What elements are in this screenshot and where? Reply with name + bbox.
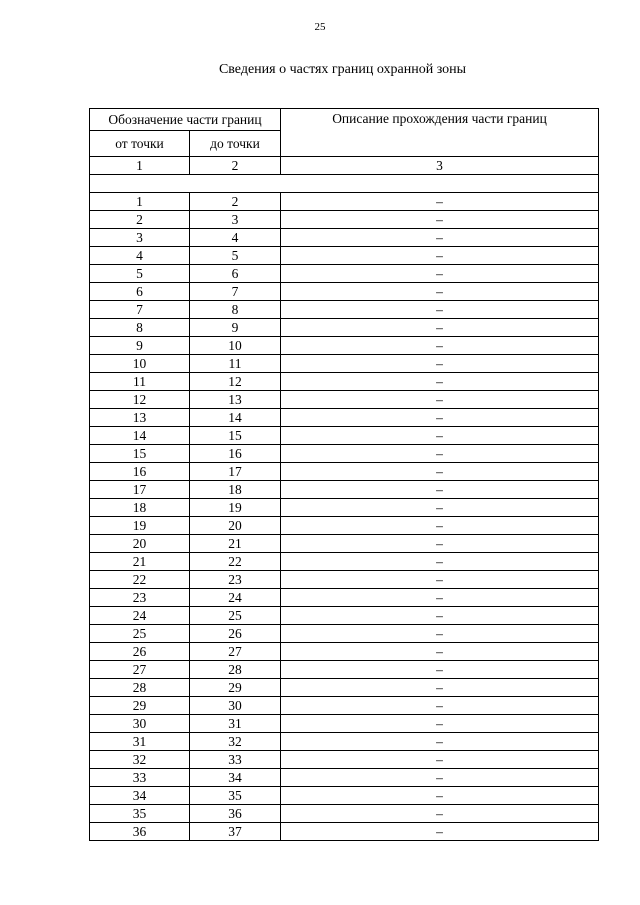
- from-point-cell: 30: [90, 715, 190, 733]
- from-point-cell: 36: [90, 823, 190, 841]
- table-row: [90, 535, 599, 553]
- to-point-cell: 10: [190, 337, 281, 355]
- table-row: [90, 787, 599, 805]
- table-row: [90, 283, 599, 301]
- description-cell: –: [281, 355, 599, 373]
- to-point-cell: 36: [190, 805, 281, 823]
- description-cell: –: [281, 481, 599, 499]
- column-number-row: [90, 157, 599, 175]
- table-row: [90, 247, 599, 265]
- description-cell: –: [281, 319, 599, 337]
- to-point-cell: 25: [190, 607, 281, 625]
- from-point-cell: 18: [90, 499, 190, 517]
- table-row: [90, 733, 599, 751]
- to-point-cell: 27: [190, 643, 281, 661]
- table-row: [90, 265, 599, 283]
- from-point-cell: 29: [90, 697, 190, 715]
- table-row: [90, 517, 599, 535]
- to-point-cell: 35: [190, 787, 281, 805]
- table-row: [90, 661, 599, 679]
- table-row: [90, 571, 599, 589]
- description-cell: –: [281, 553, 599, 571]
- to-point-cell: 7: [190, 283, 281, 301]
- from-point-cell: 15: [90, 445, 190, 463]
- to-point-cell: 18: [190, 481, 281, 499]
- blank-cell: [90, 175, 599, 193]
- from-point-cell: 22: [90, 571, 190, 589]
- from-point-cell: 13: [90, 409, 190, 427]
- table-row: [90, 751, 599, 769]
- to-point-cell: 33: [190, 751, 281, 769]
- table-row: [90, 499, 599, 517]
- from-point-cell: 27: [90, 661, 190, 679]
- column-number: 3: [281, 157, 599, 175]
- to-point-cell: 5: [190, 247, 281, 265]
- table-row: [90, 463, 599, 481]
- from-point-header: от точки: [90, 131, 190, 157]
- from-point-cell: 5: [90, 265, 190, 283]
- description-cell: –: [281, 517, 599, 535]
- from-point-cell: 8: [90, 319, 190, 337]
- description-cell: –: [281, 211, 599, 229]
- to-point-cell: 16: [190, 445, 281, 463]
- from-point-cell: 26: [90, 643, 190, 661]
- description-cell: –: [281, 445, 599, 463]
- table-row: [90, 643, 599, 661]
- to-point-cell: 21: [190, 535, 281, 553]
- description-cell: –: [281, 193, 599, 211]
- blank-separator-row: [90, 175, 599, 193]
- to-point-cell: 6: [190, 265, 281, 283]
- description-cell: –: [281, 535, 599, 553]
- table-header-row: [90, 109, 599, 131]
- table-row: [90, 229, 599, 247]
- description-cell: –: [281, 733, 599, 751]
- to-point-cell: 2: [190, 193, 281, 211]
- description-cell: –: [281, 769, 599, 787]
- from-point-cell: 24: [90, 607, 190, 625]
- description-cell: –: [281, 571, 599, 589]
- description-cell: –: [281, 373, 599, 391]
- table-row: [90, 319, 599, 337]
- from-point-cell: 1: [90, 193, 190, 211]
- from-point-cell: 28: [90, 679, 190, 697]
- from-point-cell: 20: [90, 535, 190, 553]
- description-cell: –: [281, 265, 599, 283]
- description-cell: –: [281, 463, 599, 481]
- from-point-cell: 19: [90, 517, 190, 535]
- description-cell: –: [281, 697, 599, 715]
- table-row: [90, 769, 599, 787]
- boundary-part-header: Обозначение части границ: [90, 109, 281, 131]
- description-cell: –: [281, 283, 599, 301]
- to-point-header: до точки: [190, 131, 281, 157]
- table-row: [90, 391, 599, 409]
- from-point-cell: 2: [90, 211, 190, 229]
- document-title: Сведения о частях границ охранной зоны: [218, 62, 467, 77]
- table-row: [90, 607, 599, 625]
- table-row: [90, 697, 599, 715]
- table-row: [90, 553, 599, 571]
- table-row: [90, 337, 599, 355]
- from-point-cell: 31: [90, 733, 190, 751]
- to-point-cell: 23: [190, 571, 281, 589]
- to-point-cell: 19: [190, 499, 281, 517]
- from-point-cell: 4: [90, 247, 190, 265]
- to-point-cell: 37: [190, 823, 281, 841]
- to-point-cell: 31: [190, 715, 281, 733]
- table-row: [90, 193, 599, 211]
- description-cell: –: [281, 427, 599, 445]
- description-header: Описание прохождения части границ: [281, 109, 599, 157]
- to-point-cell: 28: [190, 661, 281, 679]
- description-cell: –: [281, 805, 599, 823]
- description-cell: –: [281, 787, 599, 805]
- from-point-cell: 35: [90, 805, 190, 823]
- from-point-cell: 17: [90, 481, 190, 499]
- description-cell: –: [281, 751, 599, 769]
- from-point-cell: 10: [90, 355, 190, 373]
- column-number: 1: [90, 157, 190, 175]
- from-point-cell: 11: [90, 373, 190, 391]
- to-point-cell: 26: [190, 625, 281, 643]
- to-point-cell: 11: [190, 355, 281, 373]
- from-point-cell: 14: [90, 427, 190, 445]
- description-cell: –: [281, 625, 599, 643]
- description-cell: –: [281, 823, 599, 841]
- description-cell: –: [281, 715, 599, 733]
- column-number: 2: [190, 157, 281, 175]
- description-cell: –: [281, 499, 599, 517]
- from-point-cell: 23: [90, 589, 190, 607]
- to-point-cell: 14: [190, 409, 281, 427]
- to-point-cell: 4: [190, 229, 281, 247]
- from-point-cell: 3: [90, 229, 190, 247]
- from-point-cell: 33: [90, 769, 190, 787]
- to-point-cell: 30: [190, 697, 281, 715]
- to-point-cell: 13: [190, 391, 281, 409]
- table-row: [90, 589, 599, 607]
- table-row: [90, 481, 599, 499]
- description-cell: –: [281, 391, 599, 409]
- from-point-cell: 25: [90, 625, 190, 643]
- table-row: [90, 445, 599, 463]
- to-point-cell: 32: [190, 733, 281, 751]
- description-cell: –: [281, 247, 599, 265]
- to-point-cell: 20: [190, 517, 281, 535]
- table-row: [90, 211, 599, 229]
- table-row: [90, 625, 599, 643]
- from-point-cell: 32: [90, 751, 190, 769]
- to-point-cell: 34: [190, 769, 281, 787]
- description-cell: –: [281, 229, 599, 247]
- from-point-cell: 16: [90, 463, 190, 481]
- table-row: [90, 373, 599, 391]
- to-point-cell: 22: [190, 553, 281, 571]
- from-point-cell: 7: [90, 301, 190, 319]
- from-point-cell: 9: [90, 337, 190, 355]
- table-row: [90, 823, 599, 841]
- description-cell: –: [281, 301, 599, 319]
- to-point-cell: 3: [190, 211, 281, 229]
- to-point-cell: 29: [190, 679, 281, 697]
- description-cell: –: [281, 679, 599, 697]
- table-row: [90, 301, 599, 319]
- description-cell: –: [281, 589, 599, 607]
- to-point-cell: 12: [190, 373, 281, 391]
- from-point-cell: 6: [90, 283, 190, 301]
- description-cell: –: [281, 337, 599, 355]
- table-row: [90, 715, 599, 733]
- from-point-cell: 12: [90, 391, 190, 409]
- description-cell: –: [281, 409, 599, 427]
- table-row: [90, 409, 599, 427]
- from-point-cell: 34: [90, 787, 190, 805]
- to-point-cell: 15: [190, 427, 281, 445]
- table-row: [90, 427, 599, 445]
- description-cell: –: [281, 643, 599, 661]
- boundary-parts-table: [89, 108, 599, 841]
- table-row: [90, 355, 599, 373]
- to-point-cell: 17: [190, 463, 281, 481]
- description-cell: –: [281, 661, 599, 679]
- table-row: [90, 805, 599, 823]
- to-point-cell: 8: [190, 301, 281, 319]
- from-point-cell: 21: [90, 553, 190, 571]
- description-cell: –: [281, 607, 599, 625]
- to-point-cell: 24: [190, 589, 281, 607]
- to-point-cell: 9: [190, 319, 281, 337]
- table-row: [90, 679, 599, 697]
- page-number: 25: [314, 21, 326, 33]
